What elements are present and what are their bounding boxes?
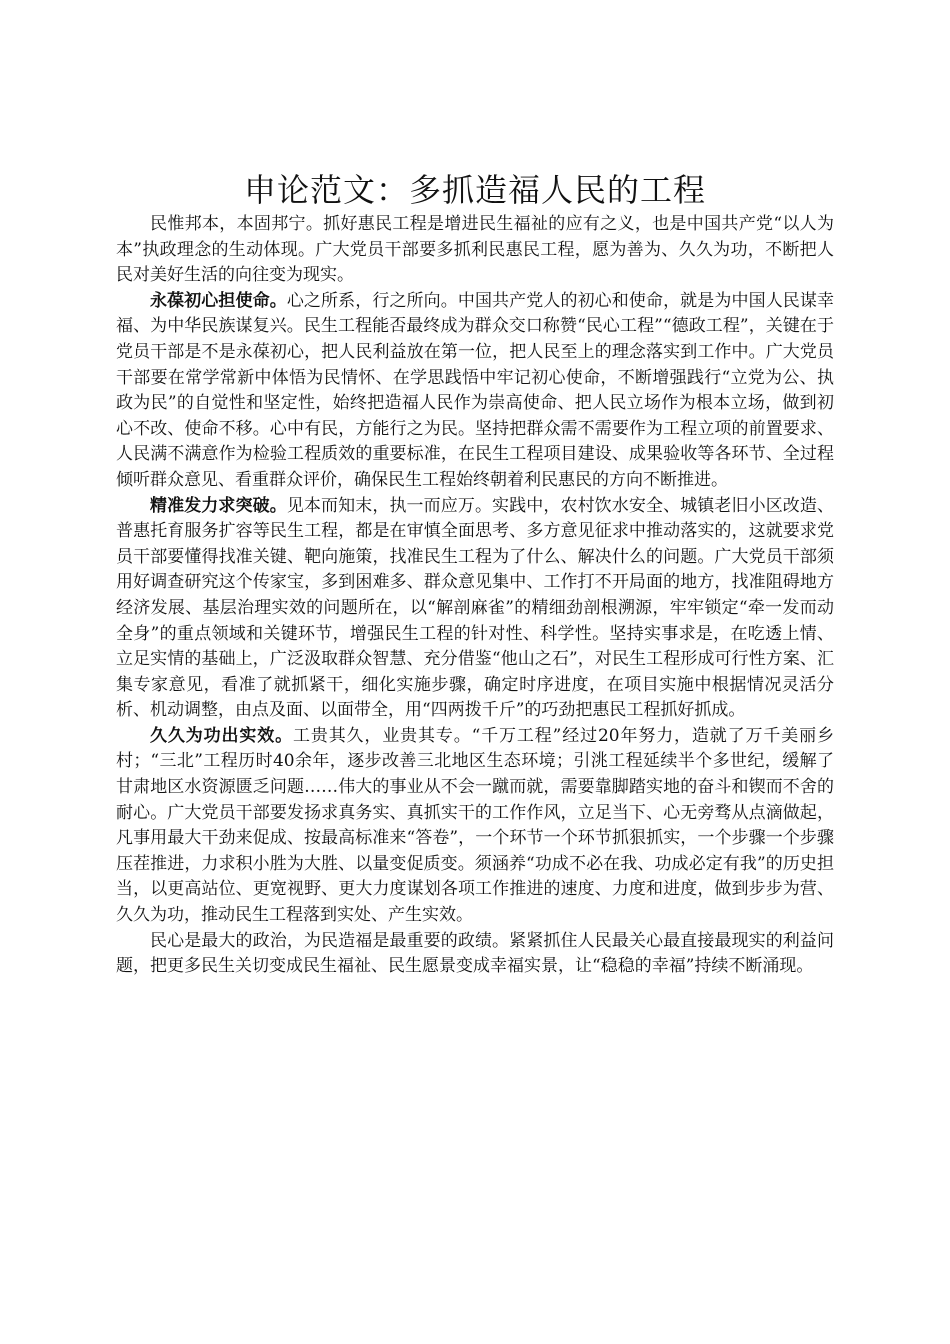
paragraph-section-3 — [116, 724, 834, 929]
paragraph-section-1 — [116, 289, 834, 494]
paragraph-text: 民惟邦本，本固邦宁。抓好惠民工程是增进民生福祉的应有之义，也是中国共产党“以人为本”执政理念的生动体现。广大党员干部要多抓利民惠民工程，愿为善为、久久为功，不断把人民对美好生活的向往变为现实。 — [116, 214, 834, 286]
paragraph-text: 心之所系，行之所向。中国共产党人的初心和使命，就是为中国人民谋幸福、为中华民族谋复兴。民生工程能否最终成为群众交口称赞“民心工程”“德政工程”，关键在于党员干部是不是永葆初心，把人民利益放在第一位，把人民至上的理念落实到工作中。广大党员干部要在常学常新中体悟为民情怀、在学思践悟中牢记初心使命，不断增强践行“立党为公、执政为民”的自觉性和坚定性，始终把造福人民作为崇高使命、把人民立场作为根本立场，做到初心不改、使命不移。心中有民，方能行之为民。坚持把群众需不需要作为工程立项的前置要求、人民满不满意作为检验工程质效的重要标准，在民生工程项目建设、成果验收等各环节、全过程倾听群众意见、看重群众评价，确保民生工程始终朝着利民惠民的方向不断推进。 — [116, 290, 835, 490]
document-page — [116, 170, 834, 980]
paragraph-text: 民心是最大的政治，为民造福是最重要的政绩。紧紧抓住人民最关心最直接最现实的利益问题，把更多民生关切变成民生福祉、民生愿景变成幸福实景，让“稳稳的幸福”持续不断涌现。 — [116, 930, 834, 977]
paragraph-conclusion — [116, 929, 834, 980]
paragraph-text: 工贵其久，业贵其专。“千万工程”经过20年努力，造就了万千美丽乡村；“三北”工程历时40余年，逐步改善三北地区生态环境；引洮工程延续半个多世纪，缓解了甘肃地区水资源匮乏问题……伟大的事业从不会一蹴而就，需要靠脚踏实地的奋斗和锲而不舍的耐心。广大党员干部要发扬求真务实、真抓实干的工作作风，立足当下、心无旁骛从点滴做起，凡事用最大干劲来促成、按最高标准来“答卷”，一个环节一个环节抓狠抓实，一个步骤一个步骤压茬推进，力求积小胜为大胜、以量变促质变。须涵养“功成不必在我、功成必定有我”的历史担当，以更高站位、更宽视野、更大力度谋划各项工作推进的速度、力度和进度，做到步步为营、久久为功，推动民生工程落到实处、产生实效。 — [116, 725, 835, 926]
paragraph-section-2 — [116, 494, 834, 724]
section-heading: 精准发力求突破。 — [150, 495, 287, 516]
document-title: 申论范文：多抓造福人民的工程 — [243, 171, 706, 209]
section-heading: 久久为功出实效。 — [150, 725, 293, 746]
section-heading: 永葆初心担使命。 — [150, 290, 287, 311]
paragraph-text: 见本而知末，执一而应万。实践中，农村饮水安全、城镇老旧小区改造、普惠托育服务扩容等民生工程，都是在审慎全面思考、多方意见征求中推动落实的，这就要求党员干部要懂得找准关键、靶向施策，找准民生工程为了什么、解决什么的问题。广大党员干部须用好调查研究这个传家宝，多到困难多、群众意见集中、工作打不开局面的地方，找准阻碍地方经济发展、基层治理实效的问题所在，以“解剖麻雀”的精细劲剖根溯源，牢牢锁定“牵一发而动全身”的重点领域和关键环节，增强民生工程的针对性、科学性。坚持实事求是，在吃透上情、立足实情的基础上，广泛汲取群众智慧、充分借鉴“他山之石”，对民生工程形成可行性方案、汇集专家意见，看准了就抓紧干，细化实施步骤，确定时序进度，在项目实施中根据情况灵活分析、机动调整，由点及面、以面带全，用“四两拨千斤”的巧劲把惠民工程抓好抓成。 — [116, 495, 835, 721]
paragraph-intro — [116, 212, 834, 289]
